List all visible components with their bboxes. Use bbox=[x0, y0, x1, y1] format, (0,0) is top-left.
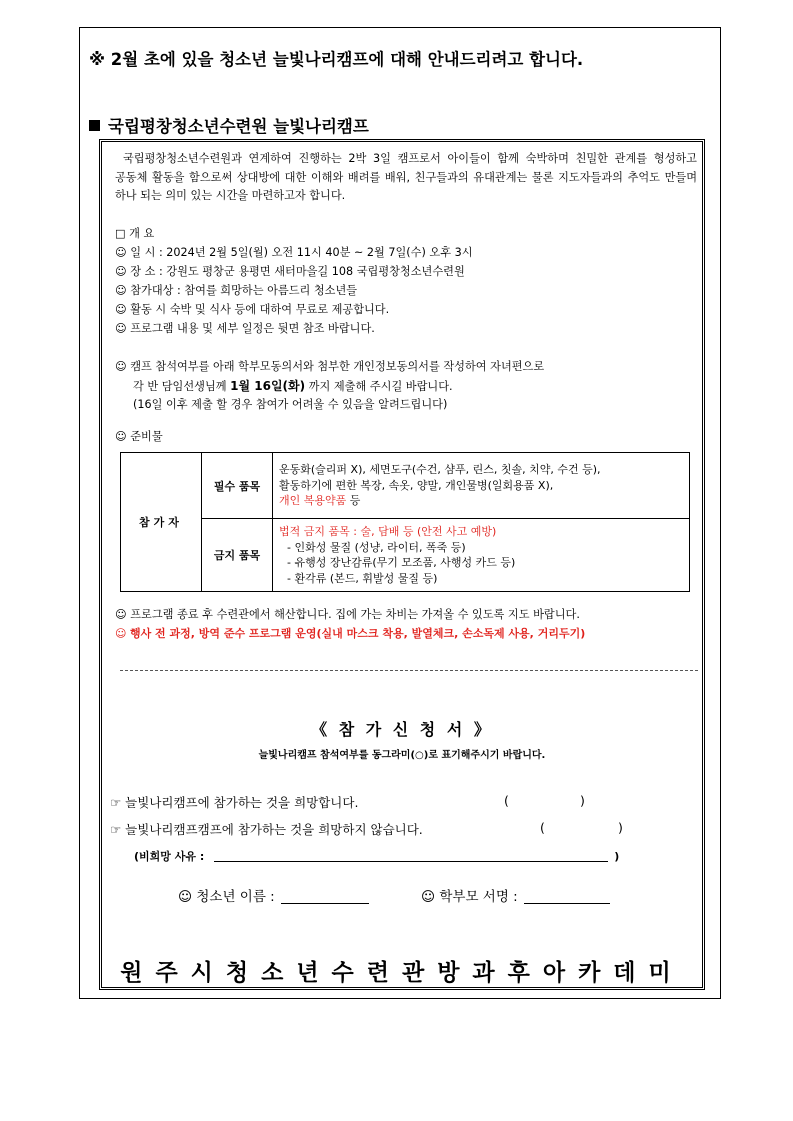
option-yes-close-paren: ) bbox=[580, 793, 585, 808]
required-items bbox=[273, 453, 690, 519]
prohibited-item: - 유행성 장난감류(무기 모조품, 사행성 카드 등) bbox=[287, 556, 516, 569]
form-title: 《 참 가 신 청 서 》 bbox=[311, 720, 493, 739]
reason-input-line[interactable] bbox=[214, 861, 608, 862]
section-title bbox=[89, 113, 369, 137]
prohibited-items bbox=[273, 519, 690, 592]
submission-line-2 bbox=[133, 377, 453, 394]
document-frame bbox=[79, 27, 721, 999]
participant-cell: 참가자 bbox=[121, 453, 202, 592]
prohibited-label: 금지 품목 bbox=[202, 519, 273, 592]
prohibited-item: - 인화성 물질 (성냥, 라이터, 폭죽 등) bbox=[287, 540, 466, 554]
supplies-heading: ☺ 준비물 bbox=[115, 430, 163, 443]
overview-schedule: ☺ 일 시 : 2024년 2월 5일(월) 오전 11시 40분 ~ 2월 7일(수) 오후 3시 bbox=[115, 246, 473, 259]
required-line-1: 운동화(슬리퍼 X), 세면도구(수건, 샴푸, 린스, 칫솔, 치약, 수건 등), bbox=[279, 463, 601, 477]
content-box bbox=[99, 139, 705, 990]
smiley-icon: ☺ bbox=[115, 627, 127, 640]
overview-heading: □ 개 요 bbox=[115, 227, 155, 240]
option-no-open-paren: ( bbox=[540, 820, 545, 835]
student-name-label: ☺ 청소년 이름 : bbox=[178, 889, 275, 905]
option-no-close-paren: ) bbox=[618, 820, 623, 835]
required-medicine: 개인 복용약품 bbox=[279, 494, 347, 508]
option-yes: ☞ 늘빛나리캠프에 참가하는 것을 희망합니다. bbox=[110, 795, 359, 810]
required-line-3 bbox=[279, 493, 683, 509]
overview-target: ☺ 참가대상 : 참여를 희망하는 아름드리 청소년들 bbox=[115, 284, 358, 297]
required-suffix: 등 bbox=[346, 494, 361, 508]
quarantine-notice: 행사 전 과정, 방역 준수 프로그램 운영(실내 마스크 착용, 발열체크, 손소독제 사용, 거리두기) bbox=[129, 627, 586, 640]
overview-location: ☺ 장 소 : 강원도 평창군 용평면 새터마을길 108 국립평창청소년수련원 bbox=[115, 265, 465, 278]
academy-name: 원주시청소년수련관방과후아카데미 bbox=[120, 960, 684, 986]
closing-line-1: ☺ 프로그램 종료 후 수련관에서 해산합니다. 집에 가는 차비는 가져올 수 있도록 지도 바랍니다. bbox=[115, 608, 580, 621]
option-no-mark-field[interactable] bbox=[548, 819, 614, 837]
option-yes-open-paren: ( bbox=[504, 793, 509, 808]
overview-free: ☺ 활동 시 숙박 및 식사 등에 대하여 무료로 제공합니다. bbox=[115, 303, 390, 316]
parent-signature-label: ☺ 학부모 서명 : bbox=[421, 889, 518, 905]
notice-heading: ※ 2월 초에 있을 청소년 늘빛나리캠프에 대해 안내드리려고 합니다. bbox=[89, 50, 584, 69]
prohibited-row bbox=[121, 519, 690, 592]
cut-line bbox=[120, 670, 698, 671]
parent-signature-row bbox=[421, 885, 610, 905]
submission-text-a: 각 반 담임선생님께 bbox=[133, 380, 231, 393]
prohibited-item: - 환각류 (본드, 휘발성 물질 등) bbox=[287, 571, 438, 585]
prohibited-legal: 법적 금지 품목 : 술, 담배 등 (안전 사고 예방) bbox=[279, 525, 497, 538]
intro-paragraph: 국립평창청소년수련원과 연계하여 진행하는 2박 3일 캠프로서 아이들이 함께 숙박하며 친밀한 관계를 형성하고 공동체 활동을 함으로써 상대방에 대한 이해와 배려를 배워, 친구들과의 유대관계는 물론 지도자들과의 추억도 만들며 하나 되는 의미 있는 시간을 마련하고자 합니다. bbox=[115, 152, 697, 202]
section-title-text: 국립평창청소년수련원 늘빛나리캠프 bbox=[108, 117, 369, 136]
student-name-row bbox=[178, 885, 369, 905]
overview-program: ☺ 프로그램 내용 및 세부 일정은 뒷면 참조 바랍니다. bbox=[115, 322, 375, 335]
reason-label: (비희망 사유 : bbox=[134, 850, 205, 863]
option-no: ☞ 늘빛나리캠프캠프에 참가하는 것을 희망하지 않습니다. bbox=[110, 822, 423, 837]
reason-close-paren: ) bbox=[614, 850, 620, 863]
parent-signature-input[interactable] bbox=[524, 903, 610, 904]
submission-line-3: (16일 이후 제출 할 경우 참여가 어려울 수 있음을 알려드립니다) bbox=[133, 398, 448, 411]
square-bullet-icon bbox=[89, 120, 100, 131]
required-line-2: 활동하기에 편한 복장, 속옷, 양말, 개인물병(일회용품 X), bbox=[279, 478, 554, 492]
reason-row bbox=[134, 848, 619, 864]
submission-text-b: 까지 제출해 주시길 바랍니다. bbox=[305, 380, 453, 393]
supplies-table bbox=[120, 452, 690, 592]
form-subtitle: 늘빛나리캠프 참석여부를 동그라미(○)로 표기해주시기 바랍니다. bbox=[258, 750, 546, 761]
option-yes-mark-field[interactable] bbox=[512, 792, 576, 810]
required-label: 필수 품목 bbox=[202, 453, 273, 519]
closing-line-2 bbox=[115, 625, 585, 641]
required-row bbox=[121, 453, 690, 519]
student-name-input[interactable] bbox=[281, 903, 369, 904]
submission-deadline: 1월 16일(화) bbox=[230, 379, 306, 393]
submission-line-1: ☺ 캠프 참석여부를 아래 학부모동의서와 첨부한 개인정보동의서를 작성하여 자녀편으로 bbox=[115, 360, 545, 373]
